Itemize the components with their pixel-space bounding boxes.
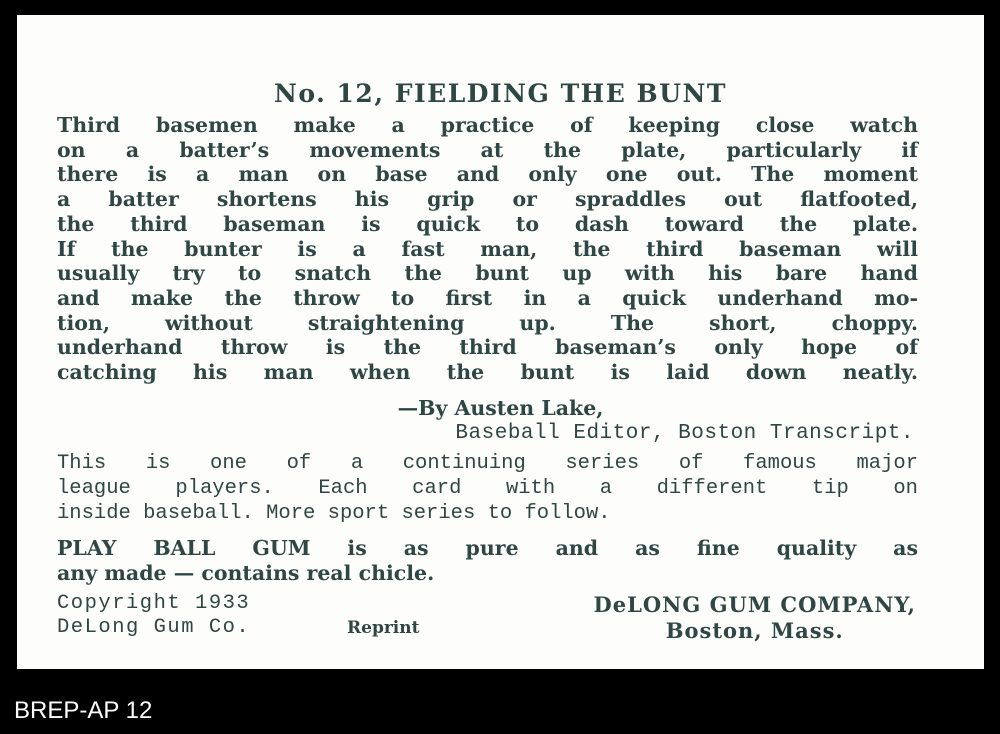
gum-statement bbox=[57, 536, 918, 586]
company-address bbox=[594, 592, 916, 644]
body-line: If the bunter is a fast man, the third baseman will bbox=[57, 236, 918, 261]
copyright-notice bbox=[57, 592, 250, 640]
card-body-text bbox=[57, 113, 918, 385]
body-line: and make the throw to first in a quick underhand mo- bbox=[57, 285, 918, 310]
body-line: underhand throw is the third baseman’s only hope of bbox=[57, 335, 918, 360]
series-line: This is one of a continuing series of famous major bbox=[57, 452, 918, 475]
copyright-line: DeLong Gum Co. bbox=[57, 616, 251, 639]
body-line: there is a man on base and only one out. The moment bbox=[57, 162, 918, 187]
gum-line: any made — contains real chicle. bbox=[57, 561, 435, 585]
item-code-caption: BREP-AP 12 bbox=[14, 697, 153, 724]
company-line: Boston, Mass. bbox=[665, 618, 844, 643]
body-line: on a batter’s movements at the plate, particularly if bbox=[57, 137, 918, 162]
reprint-label: Reprint bbox=[347, 618, 420, 638]
card-back bbox=[17, 15, 984, 669]
gum-line: PLAY BALL GUM is as pure and as fine quality as bbox=[57, 536, 918, 560]
body-line: Third basemen make a practice of keeping close watch bbox=[57, 113, 918, 137]
body-line: tion, without straightening up. The short, choppy. bbox=[57, 310, 918, 335]
body-line: a batter shortens his grip or spraddles out flatfooted, bbox=[57, 187, 918, 212]
series-line: league players. Each card with a different tip on bbox=[57, 477, 918, 500]
byline-subtitle: Baseball Editor, Boston Transcript. bbox=[455, 422, 914, 445]
body-line: catching his man when the bunt is laid down neatly. bbox=[57, 360, 918, 385]
series-note bbox=[57, 451, 918, 526]
series-line: inside baseball. More sport series to follow. bbox=[57, 502, 611, 525]
company-line: DeLONG GUM COMPANY, bbox=[593, 592, 916, 617]
byline: —By Austen Lake, bbox=[397, 396, 604, 420]
body-line: usually try to snatch the bunt up with his bare hand bbox=[57, 261, 918, 286]
card-title: No. 12, FIELDING THE BUNT bbox=[274, 79, 727, 108]
body-line: the third baseman is quick to dash toward the plate. bbox=[57, 211, 918, 236]
copyright-line: Copyright 1933 bbox=[57, 592, 251, 615]
